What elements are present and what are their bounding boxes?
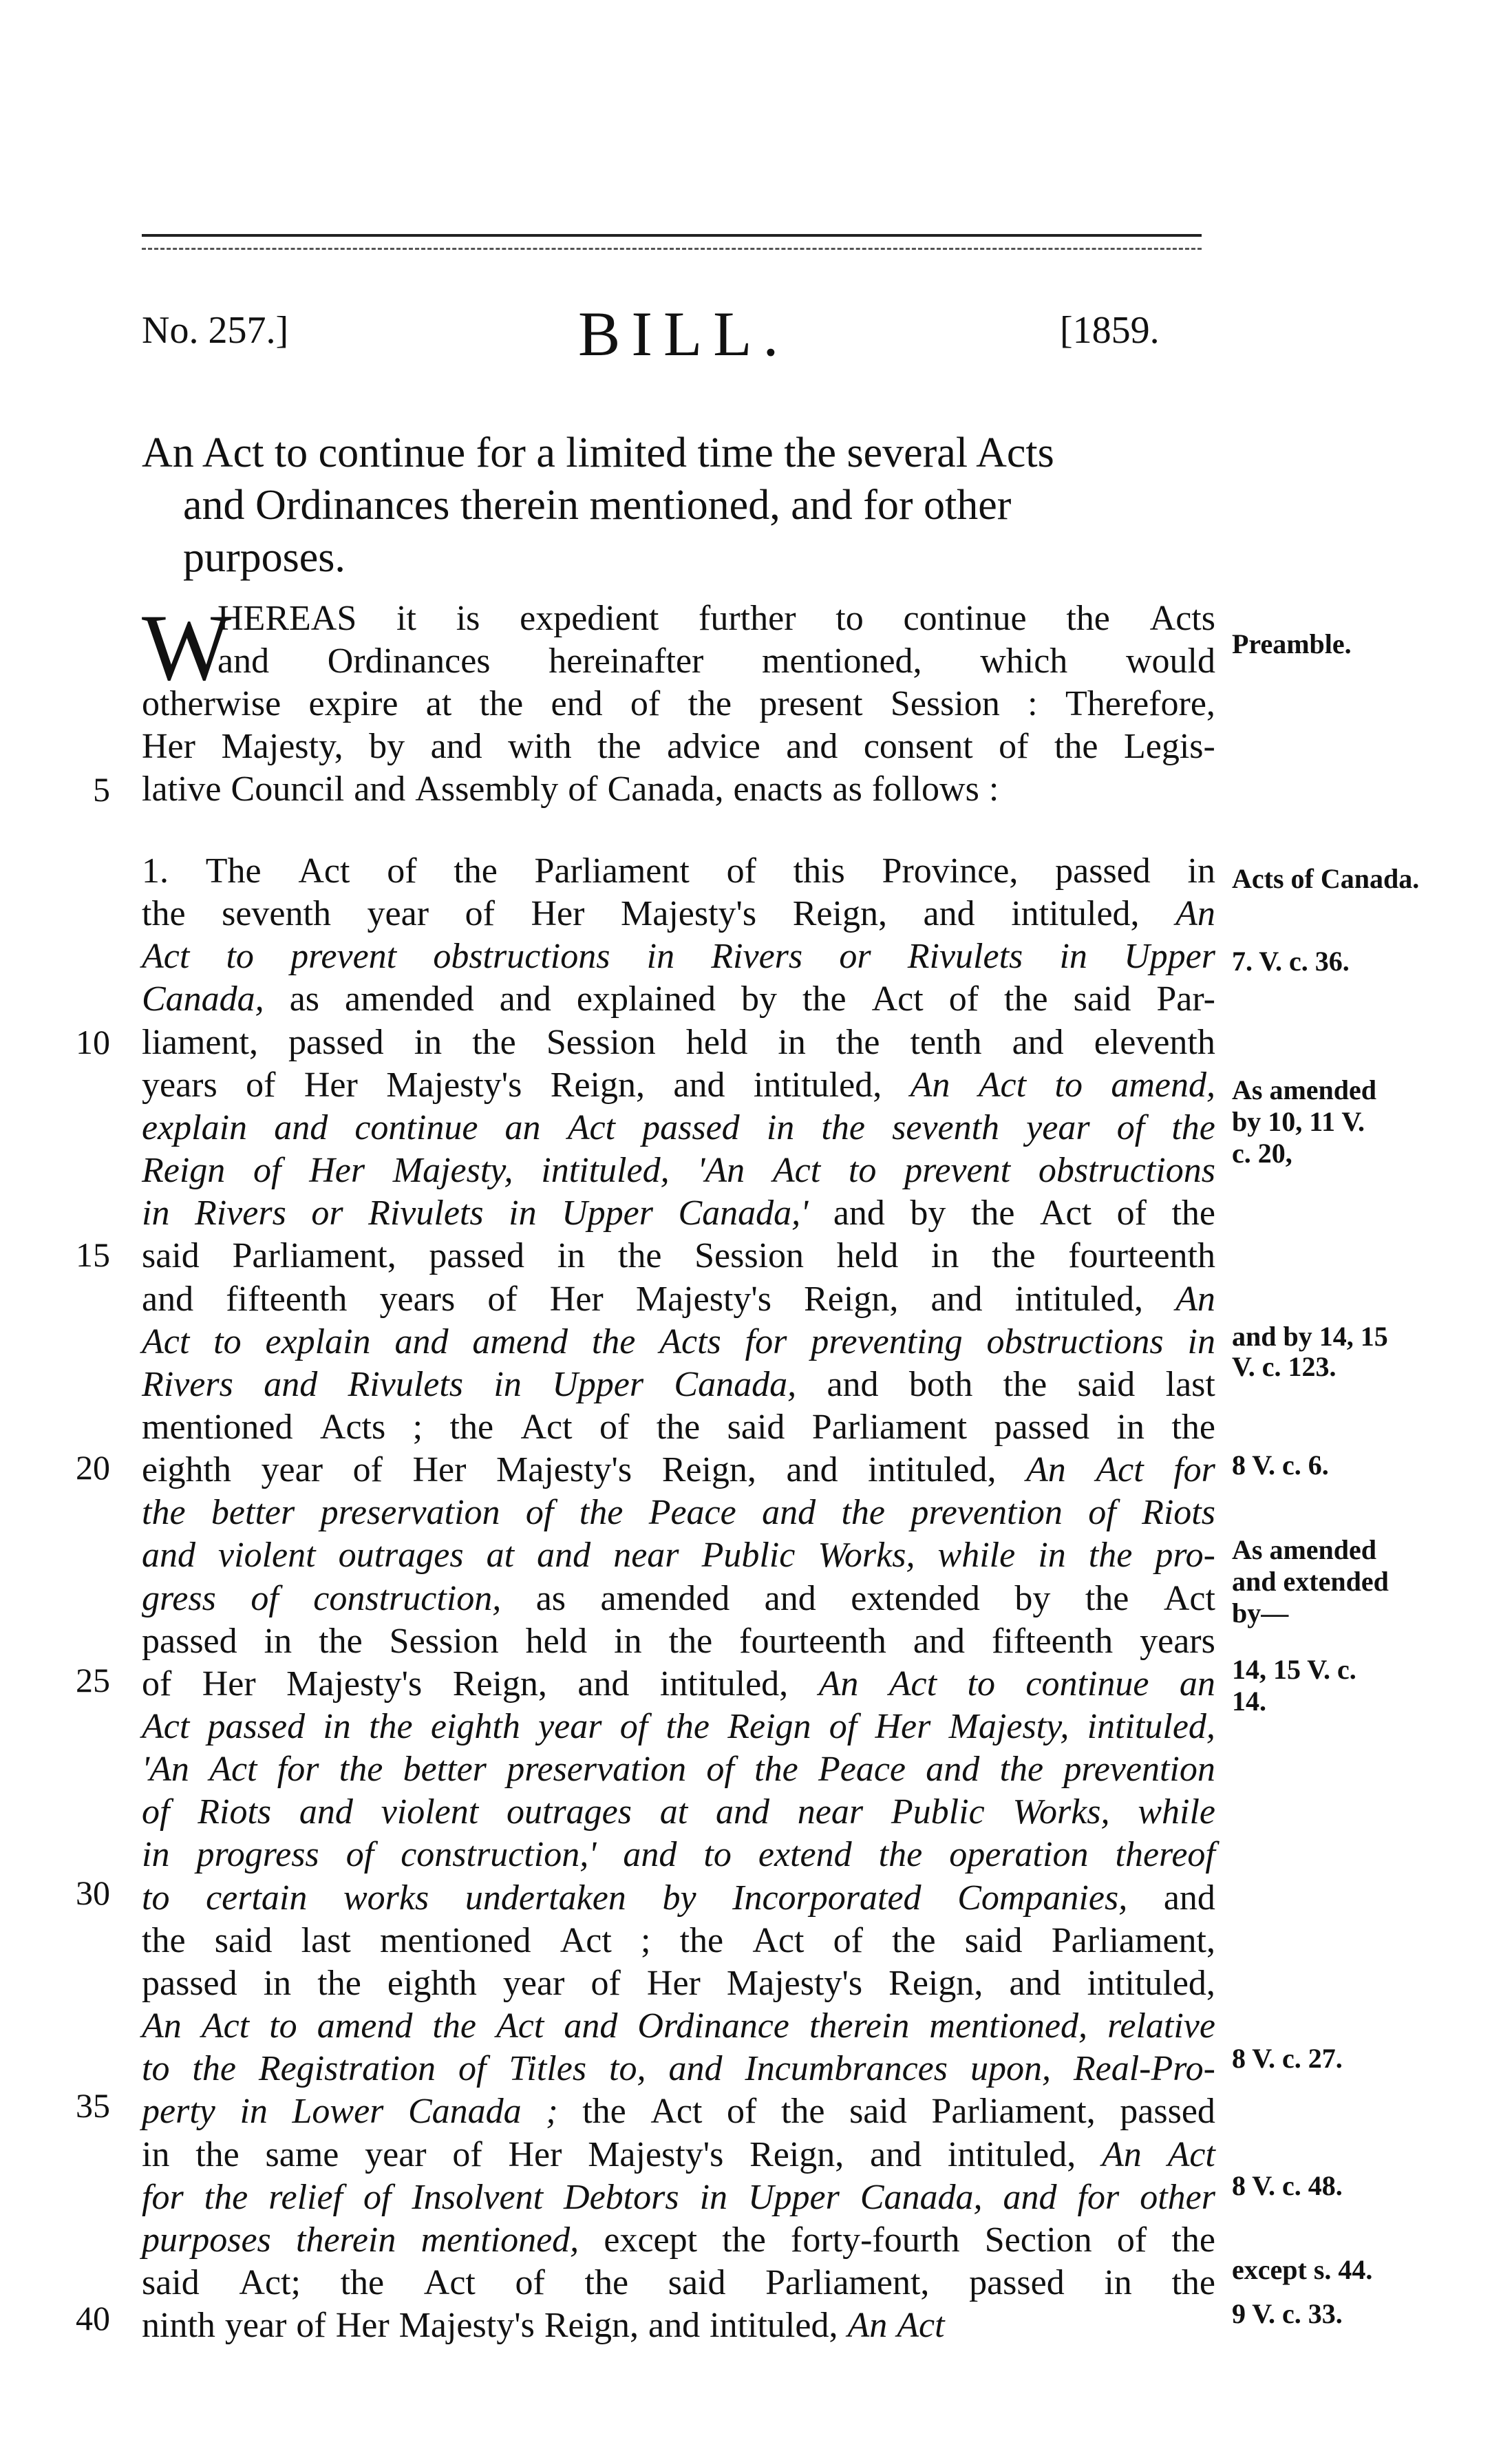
line-number: 15 [76,1235,110,1274]
margin-note: Acts of Canada. [1232,863,1420,894]
preamble-dropcap: W [142,595,232,700]
section-line: purposes therein mentioned, except the forty-fourth Section of the [142,2220,1215,2260]
section-line: explain and continue an Act passed in the seventh year of the [142,1108,1215,1147]
margin-note: As amended [1232,1534,1377,1565]
section-line: An Act to amend the Act and Ordinance therein mentioned, relative [142,2006,1215,2046]
margin-note: by— [1232,1598,1289,1629]
margin-note: by 10, 11 V. [1232,1106,1365,1137]
section-line: perty in Lower Canada ; the Act of the said Parliament, passed [142,2092,1215,2131]
margin-note: 8 V. c. 27. [1232,2043,1343,2074]
section-line: eighth year of Her Majesty's Reign, and intituled, An Act for [142,1450,1215,1489]
margin-note: 8 V. c. 6. [1232,1450,1329,1481]
section-line: gress of construction, as amended and extended by the Act [142,1579,1215,1618]
margin-note: except s. 44. [1232,2254,1373,2285]
section-line: in progress of construction,' and to extend the operation thereof [142,1835,1215,1874]
line-number: 25 [76,1661,110,1699]
preamble-line: Her Majesty, by and with the advice and consent of the Legis- [142,727,1215,766]
section-line: said Act; the Act of the said Parliament, passed in the [142,2263,1215,2302]
act-title-line: An Act to continue for a limited time the several Acts [142,429,1054,476]
section-line: passed in the eighth year of Her Majesty's Reign, and intituled, [142,1964,1215,2003]
section-line: Act to prevent obstructions in Rivers or Rivulets in Upper [142,937,1215,976]
section-line: the said last mentioned Act ; the Act of the said Parliament, [142,1921,1215,1960]
line-number: 40 [76,2299,110,2337]
section-line: ninth year of Her Majesty's Reign, and intituled, An Act [142,2306,945,2345]
margin-note: c. 20, [1232,1138,1292,1169]
section-line: the seventh year of Her Majesty's Reign, and intituled, An [142,894,1215,933]
section-line: 1. The Act of the Parliament of this Province, passed in [142,851,1215,891]
bill-year: [1859. [1060,309,1160,352]
header-rule-solid [142,234,1202,237]
margin-note: and by 14, 15 [1232,1321,1388,1352]
act-title-line: and Ordinances therein mentioned, and for other [183,482,1012,529]
section-line: Reign of Her Majesty, intituled, 'An Act to prevent obstructions [142,1151,1215,1190]
section-line: in Rivers or Rivulets in Upper Canada,' and by the Act of the [142,1194,1215,1233]
act-title [142,427,1236,584]
section-line: Act passed in the eighth year of the Reign of Her Majesty, intituled, [142,1707,1215,1746]
line-number: 35 [76,2086,110,2125]
section-line: for the relief of Insolvent Debtors in Upper Canada, and for other [142,2178,1215,2217]
act-title-line: purposes. [183,534,345,581]
margin-note: As amended [1232,1074,1377,1105]
margin-note: 8 V. c. 48. [1232,2170,1343,2201]
section-line: said Parliament, passed in the Session held in the fourteenth [142,1236,1215,1275]
section-line: of Her Majesty's Reign, and intituled, An Act to continue an [142,1664,1215,1704]
section-line: mentioned Acts ; the Act of the said Parliament passed in the [142,1408,1215,1447]
section-line: Rivers and Rivulets in Upper Canada, and both the said last [142,1365,1215,1404]
section-line: of Riots and violent outrages at and near Public Works, while [142,1792,1215,1832]
line-number: 5 [93,770,110,809]
section-line: in the same year of Her Majesty's Reign, and intituled, An Act [142,2135,1215,2174]
section-line: Canada, as amended and explained by the Act of the said Par- [142,979,1215,1019]
margin-note: Preamble. [1232,628,1352,659]
section-line: passed in the Session held in the fourteenth and fifteenth years [142,1622,1215,1661]
line-number: 10 [76,1023,110,1061]
section-line: and fifteenth years of Her Majesty's Reign, and intituled, An [142,1280,1215,1319]
preamble-line: otherwise expire at the end of the present Session : Therefore, [142,684,1215,723]
line-number: 30 [76,1874,110,1912]
section-line: to the Registration of Titles to, and Incumbrances upon, Real-Pro- [142,2049,1215,2088]
margin-note: V. c. 123. [1232,1351,1337,1382]
section-line: years of Her Majesty's Reign, and intituled, An Act to amend, [142,1065,1215,1105]
bill-heading: BILL. [578,299,790,369]
section-line: the better preservation of the Peace and the prevention of Riots [142,1493,1215,1532]
preamble-line: HEREAS it is expedient further to continue the Acts [217,599,1215,638]
margin-note: 7. V. c. 36. [1232,946,1350,977]
bill-number: No. 257.] [142,309,289,352]
section-line: 'An Act for the better preservation of the Peace and the prevention [142,1750,1215,1789]
margin-note: 14, 15 V. c. [1232,1654,1356,1685]
header-rule-broken [142,248,1202,250]
margin-note: and extended [1232,1566,1389,1597]
margin-note: 14. [1232,1686,1266,1717]
margin-note: 9 V. c. 33. [1232,2298,1343,2329]
preamble-line: and Ordinances hereinafter mentioned, which would [217,641,1215,681]
section-line: Act to explain and amend the Acts for preventing obstructions in [142,1322,1215,1361]
preamble-line: lative Council and Assembly of Canada, enacts as follows : [142,770,999,809]
line-number: 20 [76,1448,110,1487]
section-line: liament, passed in the Session held in the tenth and eleventh [142,1023,1215,1062]
section-line: and violent outrages at and near Public Works, while in the pro- [142,1536,1215,1575]
section-line: to certain works undertaken by Incorporated Companies, and [142,1878,1215,1918]
